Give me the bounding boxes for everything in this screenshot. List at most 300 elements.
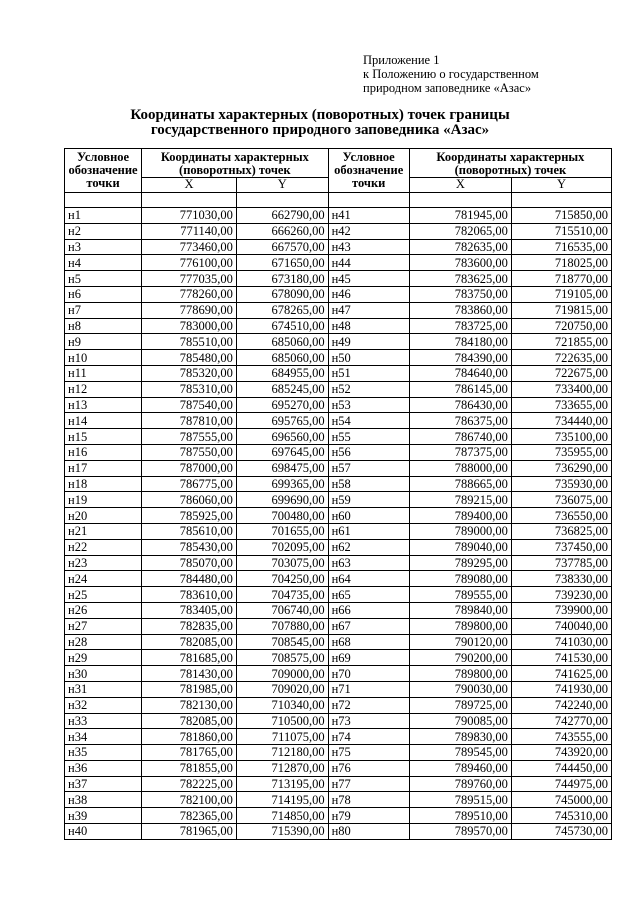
cell-right-x: 789830,00 — [409, 729, 511, 745]
cell-left-x: 782085,00 — [142, 713, 237, 729]
cell-left-point: н17 — [65, 460, 142, 476]
cell-left-y: 708575,00 — [236, 650, 328, 666]
cell-left-point: н30 — [65, 666, 142, 682]
cell-left-point: н2 — [65, 223, 142, 239]
cell-left-x: 783610,00 — [142, 587, 237, 603]
cell-left-y: 684955,00 — [236, 365, 328, 381]
cell-right-y: 741530,00 — [511, 650, 611, 666]
cell-left-point: н9 — [65, 334, 142, 350]
header-coords-left: Координаты характерных (поворотных) точек — [142, 149, 328, 178]
cell-right-point: н56 — [328, 444, 409, 460]
appendix-note — [363, 53, 539, 95]
cell-left-y: 666260,00 — [236, 223, 328, 239]
cell-left-y: 707880,00 — [236, 618, 328, 634]
cell-right-y: 722675,00 — [511, 365, 611, 381]
cell-left-x: 785320,00 — [142, 365, 237, 381]
cell-left-point: н13 — [65, 397, 142, 413]
cell-left-x: 782365,00 — [142, 808, 237, 824]
cell-right-point: н41 — [328, 208, 409, 224]
spacer-cell — [236, 193, 328, 208]
cell-right-x: 789555,00 — [409, 587, 511, 603]
cell-left-x: 773460,00 — [142, 239, 237, 255]
cell-right-y: 715850,00 — [511, 208, 611, 224]
cell-left-point: н21 — [65, 523, 142, 539]
table-row — [65, 286, 612, 302]
cell-right-point: н71 — [328, 681, 409, 697]
cell-left-point: н12 — [65, 381, 142, 397]
cell-right-x: 789800,00 — [409, 618, 511, 634]
cell-left-point: н8 — [65, 318, 142, 334]
cell-left-y: 706740,00 — [236, 602, 328, 618]
cell-right-point: н80 — [328, 824, 409, 840]
appendix-line-1: Приложение 1 — [363, 53, 440, 67]
cell-right-point: н44 — [328, 255, 409, 271]
table-body — [65, 208, 612, 840]
cell-right-x: 789295,00 — [409, 555, 511, 571]
cell-left-x: 787810,00 — [142, 413, 237, 429]
table-row — [65, 334, 612, 350]
cell-left-y: 697645,00 — [236, 444, 328, 460]
table-row — [65, 223, 612, 239]
cell-left-point: н1 — [65, 208, 142, 224]
cell-left-x: 787000,00 — [142, 460, 237, 476]
cell-left-point: н22 — [65, 539, 142, 555]
cell-right-x: 789800,00 — [409, 666, 511, 682]
table-row — [65, 571, 612, 587]
cell-left-y: 712180,00 — [236, 745, 328, 761]
cell-left-x: 785480,00 — [142, 350, 237, 366]
cell-left-y: 685060,00 — [236, 334, 328, 350]
table-row — [65, 208, 612, 224]
cell-right-y: 745000,00 — [511, 792, 611, 808]
cell-right-point: н52 — [328, 381, 409, 397]
cell-right-x: 789515,00 — [409, 792, 511, 808]
table-row — [65, 555, 612, 571]
cell-right-y: 742770,00 — [511, 713, 611, 729]
cell-left-y: 710500,00 — [236, 713, 328, 729]
cell-right-x: 790085,00 — [409, 713, 511, 729]
cell-right-y: 741030,00 — [511, 634, 611, 650]
cell-left-point: н31 — [65, 681, 142, 697]
cell-left-x: 781860,00 — [142, 729, 237, 745]
cell-right-point: н46 — [328, 286, 409, 302]
cell-left-y: 678265,00 — [236, 302, 328, 318]
cell-left-x: 787555,00 — [142, 429, 237, 445]
cell-right-point: н78 — [328, 792, 409, 808]
cell-right-point: н57 — [328, 460, 409, 476]
cell-right-x: 789215,00 — [409, 492, 511, 508]
cell-right-point: н42 — [328, 223, 409, 239]
cell-left-y: 708545,00 — [236, 634, 328, 650]
document-title — [0, 108, 640, 138]
table-row — [65, 587, 612, 603]
cell-right-point: н47 — [328, 302, 409, 318]
cell-right-x: 790200,00 — [409, 650, 511, 666]
cell-right-y: 736825,00 — [511, 523, 611, 539]
cell-left-y: 671650,00 — [236, 255, 328, 271]
cell-right-y: 715510,00 — [511, 223, 611, 239]
cell-right-y: 718025,00 — [511, 255, 611, 271]
cell-right-x: 789040,00 — [409, 539, 511, 555]
cell-right-x: 782635,00 — [409, 239, 511, 255]
cell-left-point: н11 — [65, 365, 142, 381]
cell-right-x: 783625,00 — [409, 271, 511, 287]
cell-right-point: н77 — [328, 776, 409, 792]
header-x-right: X — [409, 178, 511, 193]
cell-right-y: 738330,00 — [511, 571, 611, 587]
cell-left-y: 710340,00 — [236, 697, 328, 713]
cell-left-x: 786775,00 — [142, 476, 237, 492]
table-row — [65, 255, 612, 271]
cell-left-x: 777035,00 — [142, 271, 237, 287]
cell-left-point: н5 — [65, 271, 142, 287]
cell-left-x: 782835,00 — [142, 618, 237, 634]
cell-right-y: 737785,00 — [511, 555, 611, 571]
cell-left-point: н35 — [65, 745, 142, 761]
table-row — [65, 413, 612, 429]
cell-left-point: н27 — [65, 618, 142, 634]
cell-right-y: 736290,00 — [511, 460, 611, 476]
cell-left-point: н36 — [65, 760, 142, 776]
cell-right-y: 720750,00 — [511, 318, 611, 334]
cell-right-x: 783725,00 — [409, 318, 511, 334]
cell-right-y: 735955,00 — [511, 444, 611, 460]
cell-right-y: 743555,00 — [511, 729, 611, 745]
cell-left-y: 699365,00 — [236, 476, 328, 492]
table-row — [65, 381, 612, 397]
cell-left-point: н18 — [65, 476, 142, 492]
header-y-right: Y — [511, 178, 611, 193]
cell-right-point: н79 — [328, 808, 409, 824]
cell-left-x: 781985,00 — [142, 681, 237, 697]
cell-right-x: 788000,00 — [409, 460, 511, 476]
cell-right-x: 789545,00 — [409, 745, 511, 761]
cell-left-x: 771140,00 — [142, 223, 237, 239]
cell-left-x: 781685,00 — [142, 650, 237, 666]
cell-right-x: 786430,00 — [409, 397, 511, 413]
cell-left-point: н7 — [65, 302, 142, 318]
table-row — [65, 713, 612, 729]
cell-right-point: н67 — [328, 618, 409, 634]
cell-left-point: н26 — [65, 602, 142, 618]
cell-right-point: н48 — [328, 318, 409, 334]
spacer-cell — [142, 193, 237, 208]
cell-left-point: н40 — [65, 824, 142, 840]
cell-left-y: 695270,00 — [236, 397, 328, 413]
cell-right-x: 783860,00 — [409, 302, 511, 318]
cell-right-y: 739900,00 — [511, 602, 611, 618]
cell-right-x: 789460,00 — [409, 760, 511, 776]
cell-left-y: 713195,00 — [236, 776, 328, 792]
table-row — [65, 618, 612, 634]
table-row — [65, 634, 612, 650]
cell-left-x: 781430,00 — [142, 666, 237, 682]
cell-right-point: н62 — [328, 539, 409, 555]
cell-left-point: н20 — [65, 508, 142, 524]
spacer-cell — [328, 193, 409, 208]
cell-left-x: 785610,00 — [142, 523, 237, 539]
cell-right-y: 739230,00 — [511, 587, 611, 603]
cell-right-point: н60 — [328, 508, 409, 524]
table-row — [65, 444, 612, 460]
cell-left-x: 783405,00 — [142, 602, 237, 618]
cell-left-x: 771030,00 — [142, 208, 237, 224]
cell-left-y: 709000,00 — [236, 666, 328, 682]
cell-left-point: н37 — [65, 776, 142, 792]
cell-left-point: н34 — [65, 729, 142, 745]
cell-left-point: н32 — [65, 697, 142, 713]
cell-left-point: н28 — [65, 634, 142, 650]
header-point-left: Условное обозначение точки — [65, 149, 142, 193]
cell-right-x: 782065,00 — [409, 223, 511, 239]
cell-left-point: н38 — [65, 792, 142, 808]
cell-left-point: н15 — [65, 429, 142, 445]
cell-left-y: 712870,00 — [236, 760, 328, 776]
table-header-row — [65, 149, 612, 178]
cell-right-x: 789510,00 — [409, 808, 511, 824]
cell-right-y: 733400,00 — [511, 381, 611, 397]
table-row — [65, 302, 612, 318]
cell-right-x: 789080,00 — [409, 571, 511, 587]
table-row — [65, 729, 612, 745]
cell-left-x: 785070,00 — [142, 555, 237, 571]
cell-left-x: 781765,00 — [142, 745, 237, 761]
cell-left-point: н14 — [65, 413, 142, 429]
cell-left-x: 782100,00 — [142, 792, 237, 808]
cell-right-x: 786740,00 — [409, 429, 511, 445]
table-row — [65, 808, 612, 824]
cell-left-y: 695765,00 — [236, 413, 328, 429]
cell-left-y: 701655,00 — [236, 523, 328, 539]
table-row — [65, 508, 612, 524]
cell-right-point: н54 — [328, 413, 409, 429]
cell-left-x: 782085,00 — [142, 634, 237, 650]
table-row — [65, 697, 612, 713]
table-row — [65, 824, 612, 840]
cell-left-x: 785430,00 — [142, 539, 237, 555]
cell-right-point: н70 — [328, 666, 409, 682]
table-row — [65, 350, 612, 366]
cell-left-point: н6 — [65, 286, 142, 302]
cell-right-x: 781945,00 — [409, 208, 511, 224]
cell-right-y: 744975,00 — [511, 776, 611, 792]
cell-left-point: н24 — [65, 571, 142, 587]
cell-right-point: н45 — [328, 271, 409, 287]
cell-left-x: 786060,00 — [142, 492, 237, 508]
cell-left-y: 702095,00 — [236, 539, 328, 555]
cell-right-point: н50 — [328, 350, 409, 366]
cell-left-y: 704735,00 — [236, 587, 328, 603]
table-row — [65, 539, 612, 555]
cell-right-y: 716535,00 — [511, 239, 611, 255]
table-row — [65, 318, 612, 334]
cell-right-point: н76 — [328, 760, 409, 776]
cell-right-point: н61 — [328, 523, 409, 539]
cell-left-point: н29 — [65, 650, 142, 666]
cell-left-x: 782225,00 — [142, 776, 237, 792]
cell-left-x: 781965,00 — [142, 824, 237, 840]
cell-right-x: 786375,00 — [409, 413, 511, 429]
table-row — [65, 650, 612, 666]
header-y-left: Y — [236, 178, 328, 193]
cell-left-y: 700480,00 — [236, 508, 328, 524]
cell-left-y: 678090,00 — [236, 286, 328, 302]
cell-left-point: н10 — [65, 350, 142, 366]
cell-right-y: 741930,00 — [511, 681, 611, 697]
cell-right-y: 741625,00 — [511, 666, 611, 682]
header-coords-right: Координаты характерных (поворотных) точек — [409, 149, 611, 178]
cell-right-point: н65 — [328, 587, 409, 603]
coordinates-table — [64, 148, 612, 840]
spacer-cell — [409, 193, 511, 208]
table-row — [65, 666, 612, 682]
title-line-1: Координаты характерных (поворотных) точек границы — [130, 107, 510, 123]
cell-left-y: 674510,00 — [236, 318, 328, 334]
table-row — [65, 602, 612, 618]
table-row — [65, 271, 612, 287]
cell-left-x: 785510,00 — [142, 334, 237, 350]
cell-left-x: 785310,00 — [142, 381, 237, 397]
cell-left-x: 776100,00 — [142, 255, 237, 271]
cell-left-y: 714195,00 — [236, 792, 328, 808]
cell-right-y: 735930,00 — [511, 476, 611, 492]
cell-right-point: н58 — [328, 476, 409, 492]
cell-left-x: 783000,00 — [142, 318, 237, 334]
cell-right-point: н66 — [328, 602, 409, 618]
cell-right-y: 736550,00 — [511, 508, 611, 524]
cell-left-y: 709020,00 — [236, 681, 328, 697]
cell-left-point: н19 — [65, 492, 142, 508]
table-row — [65, 365, 612, 381]
cell-left-y: 711075,00 — [236, 729, 328, 745]
cell-right-point: н51 — [328, 365, 409, 381]
cell-right-x: 789725,00 — [409, 697, 511, 713]
cell-right-y: 719105,00 — [511, 286, 611, 302]
cell-left-x: 787550,00 — [142, 444, 237, 460]
cell-right-x: 790120,00 — [409, 634, 511, 650]
table-row — [65, 476, 612, 492]
cell-left-y: 685245,00 — [236, 381, 328, 397]
appendix-line-2: к Положению о государственном — [363, 67, 539, 81]
cell-right-point: н53 — [328, 397, 409, 413]
table-row — [65, 523, 612, 539]
table-row — [65, 429, 612, 445]
cell-left-point: н4 — [65, 255, 142, 271]
table-row — [65, 681, 612, 697]
cell-right-y: 737450,00 — [511, 539, 611, 555]
cell-right-point: н63 — [328, 555, 409, 571]
cell-left-x: 785925,00 — [142, 508, 237, 524]
cell-right-point: н43 — [328, 239, 409, 255]
cell-right-y: 719815,00 — [511, 302, 611, 318]
cell-left-y: 715390,00 — [236, 824, 328, 840]
header-x-left: X — [142, 178, 237, 193]
cell-left-y: 662790,00 — [236, 208, 328, 224]
cell-right-y: 735100,00 — [511, 429, 611, 445]
cell-right-x: 783600,00 — [409, 255, 511, 271]
table-row — [65, 460, 612, 476]
table-spacer-row — [65, 193, 612, 208]
cell-right-y: 733655,00 — [511, 397, 611, 413]
cell-right-point: н73 — [328, 713, 409, 729]
cell-right-x: 784180,00 — [409, 334, 511, 350]
spacer-cell — [65, 193, 142, 208]
cell-left-y: 703075,00 — [236, 555, 328, 571]
cell-right-x: 786145,00 — [409, 381, 511, 397]
cell-right-y: 744450,00 — [511, 760, 611, 776]
table-row — [65, 745, 612, 761]
appendix-line-3: природном заповеднике «Азас» — [363, 81, 532, 95]
cell-right-y: 740040,00 — [511, 618, 611, 634]
cell-right-y: 742240,00 — [511, 697, 611, 713]
table-row — [65, 792, 612, 808]
cell-right-x: 790030,00 — [409, 681, 511, 697]
cell-right-x: 789840,00 — [409, 602, 511, 618]
cell-right-y: 745310,00 — [511, 808, 611, 824]
table-row — [65, 776, 612, 792]
cell-right-point: н49 — [328, 334, 409, 350]
cell-left-y: 685060,00 — [236, 350, 328, 366]
cell-left-y: 714850,00 — [236, 808, 328, 824]
cell-left-x: 778260,00 — [142, 286, 237, 302]
cell-left-y: 704250,00 — [236, 571, 328, 587]
cell-right-x: 787375,00 — [409, 444, 511, 460]
cell-left-x: 782130,00 — [142, 697, 237, 713]
spacer-cell — [511, 193, 611, 208]
cell-right-point: н68 — [328, 634, 409, 650]
cell-left-point: н39 — [65, 808, 142, 824]
cell-right-x: 789400,00 — [409, 508, 511, 524]
header-point-right: Условное обозначение точки — [328, 149, 409, 193]
cell-left-y: 696560,00 — [236, 429, 328, 445]
cell-right-y: 718770,00 — [511, 271, 611, 287]
cell-right-point: н59 — [328, 492, 409, 508]
cell-left-point: н3 — [65, 239, 142, 255]
cell-left-point: н33 — [65, 713, 142, 729]
cell-left-x: 778690,00 — [142, 302, 237, 318]
cell-left-y: 698475,00 — [236, 460, 328, 476]
cell-left-y: 673180,00 — [236, 271, 328, 287]
cell-right-y: 736075,00 — [511, 492, 611, 508]
title-line-2: государственного природного заповедника «Азас» — [150, 122, 490, 138]
cell-left-x: 784480,00 — [142, 571, 237, 587]
table-row — [65, 760, 612, 776]
cell-right-x: 789570,00 — [409, 824, 511, 840]
cell-right-x: 783750,00 — [409, 286, 511, 302]
cell-right-x: 784390,00 — [409, 350, 511, 366]
cell-right-y: 722635,00 — [511, 350, 611, 366]
cell-right-y: 743920,00 — [511, 745, 611, 761]
table-row — [65, 397, 612, 413]
cell-left-point: н25 — [65, 587, 142, 603]
cell-right-x: 784640,00 — [409, 365, 511, 381]
cell-left-y: 699690,00 — [236, 492, 328, 508]
cell-right-point: н64 — [328, 571, 409, 587]
cell-right-x: 789000,00 — [409, 523, 511, 539]
cell-right-point: н72 — [328, 697, 409, 713]
cell-left-y: 667570,00 — [236, 239, 328, 255]
cell-right-x: 788665,00 — [409, 476, 511, 492]
cell-right-point: н55 — [328, 429, 409, 445]
cell-right-y: 734440,00 — [511, 413, 611, 429]
cell-right-x: 789760,00 — [409, 776, 511, 792]
table-row — [65, 239, 612, 255]
cell-right-y: 721855,00 — [511, 334, 611, 350]
cell-right-point: н74 — [328, 729, 409, 745]
cell-right-y: 745730,00 — [511, 824, 611, 840]
cell-right-point: н69 — [328, 650, 409, 666]
cell-left-point: н16 — [65, 444, 142, 460]
